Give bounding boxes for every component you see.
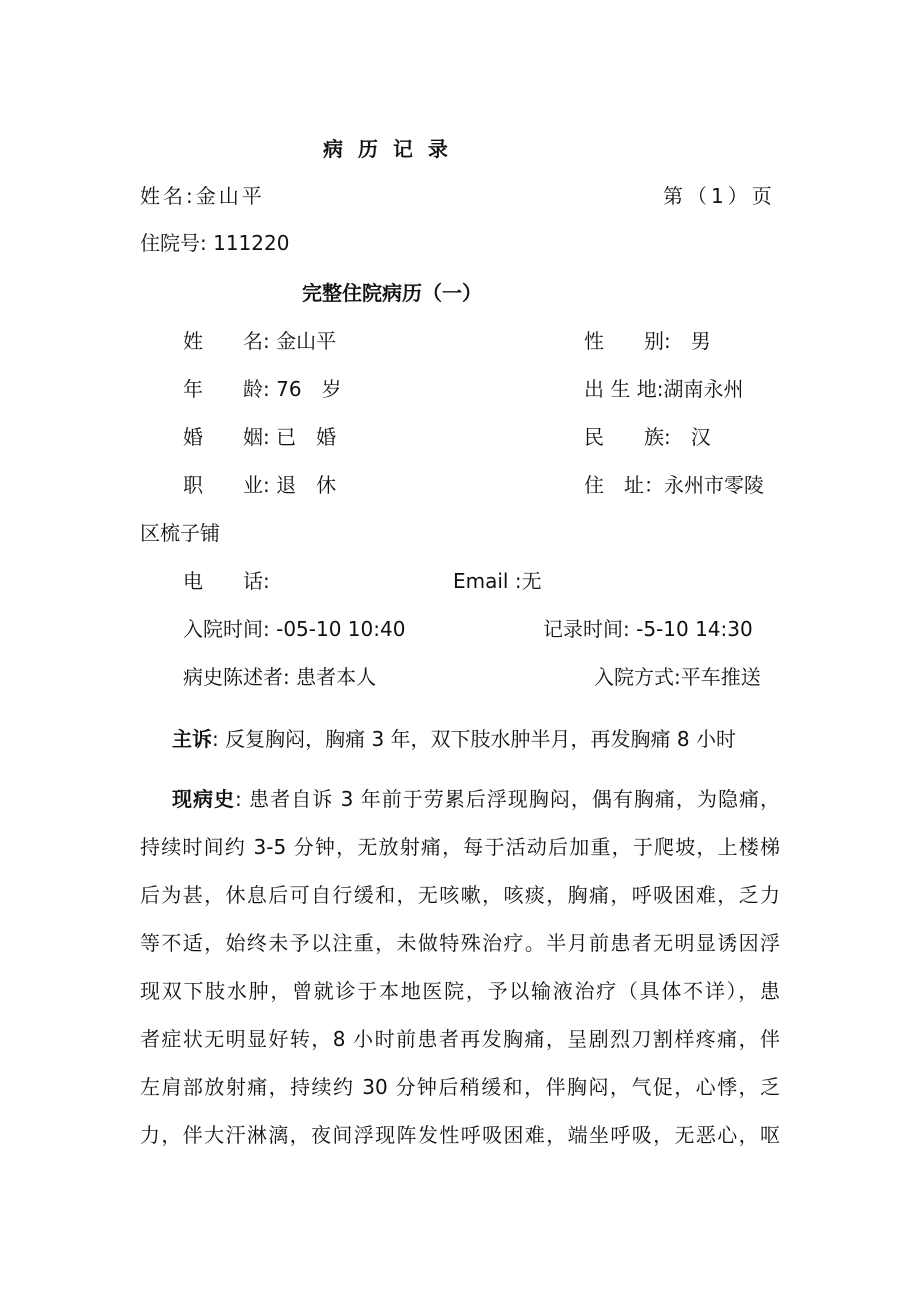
field-label: 住 址： bbox=[584, 473, 664, 497]
present-illness-line: 持续时间约 3-5 分钟，无放射痛，每于活动后加重，于爬坡，上楼梯 bbox=[140, 835, 780, 859]
field-value: 患者本人 bbox=[296, 665, 377, 689]
field-age bbox=[183, 376, 342, 402]
field-value: 永州市零陵 bbox=[664, 473, 764, 497]
field-value: 退 休 bbox=[276, 473, 337, 497]
field-value: 已 婚 bbox=[276, 425, 337, 449]
field-label: 病史陈述者: bbox=[183, 665, 290, 689]
present-illness-line bbox=[172, 786, 780, 812]
field-label: 婚 姻: bbox=[183, 425, 270, 449]
section-title: 完整住院病历（一） bbox=[302, 281, 482, 305]
field-label: Email : bbox=[453, 569, 522, 593]
admission-no-label: 住院号: bbox=[140, 231, 207, 255]
field-value: 平车推送 bbox=[680, 665, 761, 689]
field-label: 姓 名: bbox=[183, 329, 270, 353]
field-address bbox=[584, 472, 764, 498]
present-illness-line: 后为甚，休息后可自行缓和，无咳嗽，咳痰，胸痛，呼吸困难，乏力 bbox=[140, 883, 780, 907]
field-label: 职 业: bbox=[183, 473, 270, 497]
field-value: 金山平 bbox=[276, 329, 337, 353]
present-illness-line: 者症状无明显好转，8 小时前患者再发胸痛，呈剧烈刀割样疼痛，伴 bbox=[140, 1027, 780, 1051]
present-illness-line: 力，伴大汗淋漓，夜间浮现阵发性呼吸困难，端坐呼吸，无恶心，呕 bbox=[140, 1123, 780, 1147]
field-phone bbox=[183, 568, 270, 594]
chief-complaint-label: 主诉 bbox=[172, 727, 212, 751]
field-record-time bbox=[543, 616, 753, 642]
field-admit-time bbox=[183, 616, 405, 642]
field-admit-mode bbox=[594, 664, 761, 690]
field-email bbox=[453, 568, 542, 594]
field-value: 男 bbox=[690, 329, 711, 353]
admission-number bbox=[140, 230, 289, 256]
field-label: 入院时间: bbox=[183, 617, 270, 641]
field-name bbox=[183, 328, 336, 354]
patient-name-header bbox=[140, 183, 265, 209]
field-value: 湖南永州 bbox=[663, 377, 744, 401]
field-label: 民 族: bbox=[584, 425, 671, 449]
present-illness-text: : 患者自诉 3 年前于劳累后浮现胸闷，偶有胸痛，为隐痛， bbox=[235, 787, 780, 811]
present-illness-line: 左肩部放射痛，持续约 30 分钟后稍缓和，伴胸闷，气促，心悸，乏 bbox=[140, 1075, 780, 1099]
field-occupation bbox=[183, 472, 336, 498]
field-value: 无 bbox=[521, 569, 542, 593]
chief-complaint-text: : 反复胸闷，胸痛 3 年，双下肢水肿半月，再发胸痛 8 小时 bbox=[212, 727, 736, 751]
field-ethnicity bbox=[584, 424, 711, 450]
field-sex bbox=[584, 328, 711, 354]
field-value: 76 岁 bbox=[276, 377, 342, 401]
present-illness-label: 现病史 bbox=[172, 787, 236, 811]
name-value: 金山平 bbox=[195, 184, 265, 208]
field-narrator bbox=[183, 664, 376, 690]
field-label: 出 生 地: bbox=[584, 377, 664, 401]
field-marital bbox=[183, 424, 336, 450]
field-address-continued: 区梳子铺 bbox=[140, 521, 220, 545]
chief-complaint bbox=[172, 726, 736, 752]
field-value: 汉 bbox=[690, 425, 711, 449]
field-value: -5-10 14:30 bbox=[636, 617, 753, 641]
field-label: 性 别: bbox=[584, 329, 671, 353]
field-label: 电 话: bbox=[183, 569, 270, 593]
field-label: 年 龄: bbox=[183, 377, 270, 401]
name-label: 姓名: bbox=[140, 184, 196, 208]
admission-no-value: 111220 bbox=[213, 231, 290, 255]
present-illness-line: 等不适，始终未予以注重，未做特殊治疗。半月前患者无明显诱因浮 bbox=[140, 931, 780, 955]
field-value: -05-10 10:40 bbox=[276, 617, 406, 641]
field-label: 入院方式: bbox=[594, 665, 681, 689]
document-title: 病 历 记 录 bbox=[323, 137, 448, 161]
field-label: 记录时间: bbox=[543, 617, 630, 641]
present-illness-line: 现双下肢水肿，曾就诊于本地医院，予以输液治疗（具体不详），患 bbox=[140, 979, 780, 1003]
page-number: 第（1）页 bbox=[663, 184, 776, 208]
field-birthplace bbox=[584, 376, 743, 402]
